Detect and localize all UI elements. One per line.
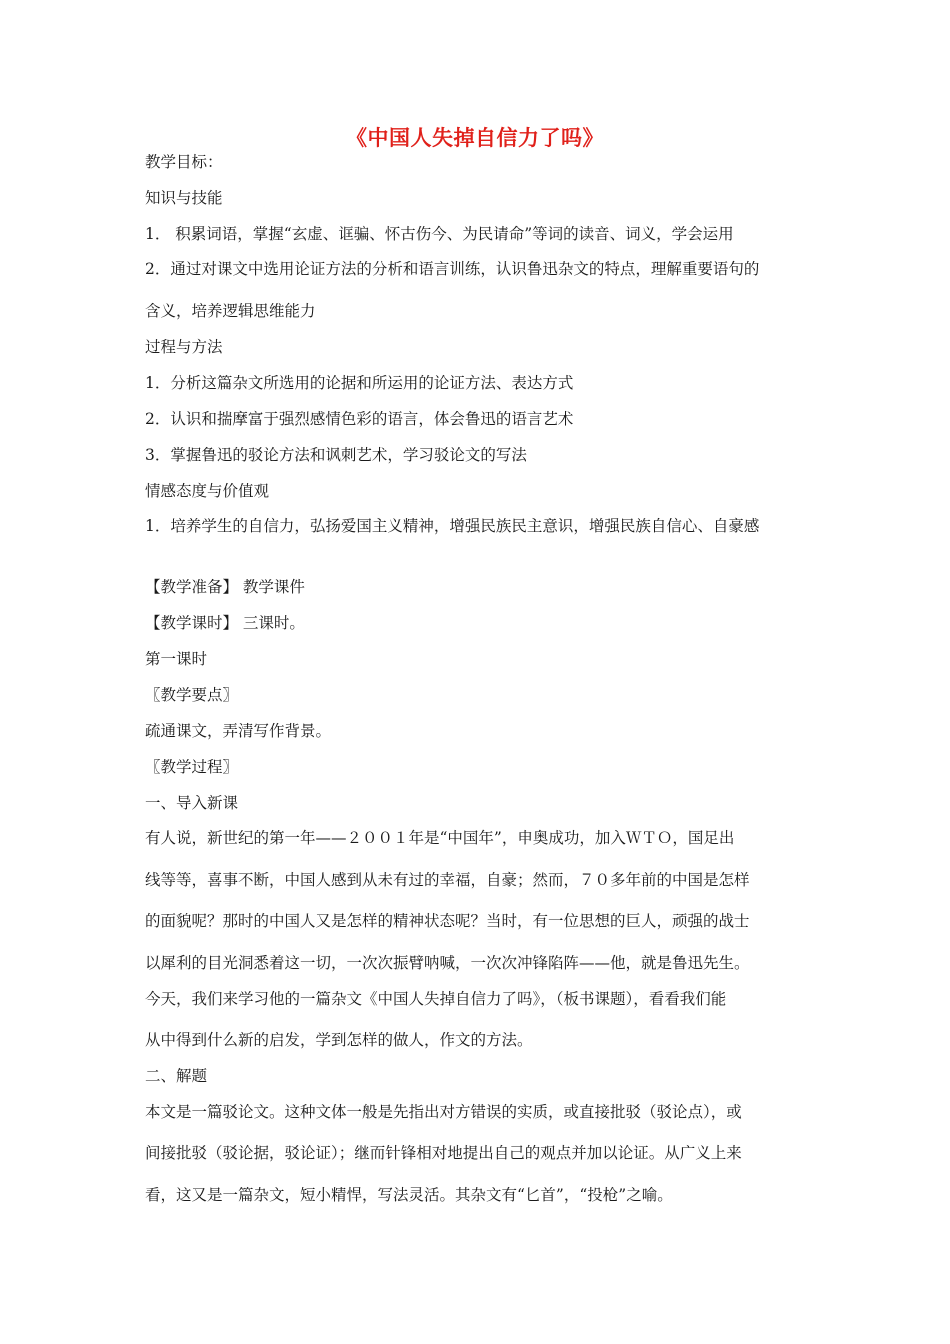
text-line: 过程与方法: [145, 338, 223, 356]
document-title: 《中国人失掉自信力了吗》: [346, 126, 604, 150]
text-line: 〖教学要点〗: [145, 686, 239, 704]
text-line: 有人说，新世纪的第一年——２００１年是“中国年”，申奥成功，加入ＷＴＯ，国足出: [145, 829, 735, 847]
text-line: 1．分析这篇杂文所选用的论据和所运用的论证方法、表达方式: [145, 374, 574, 392]
text-line: 情感态度与价值观: [145, 482, 270, 500]
text-line: 2．通过对课文中选用论证方法的分析和语言训练，认识鲁迅杂文的特点，理解重要语句的: [145, 260, 760, 278]
text-line: 第一课时: [145, 650, 208, 668]
text-line: 1．培养学生的自信力，弘扬爱国主义精神，增强民族民主意识，增强民族自信心、自豪感: [145, 517, 760, 535]
text-line: 间接批驳（驳论据，驳论证）；继而针锋相对地提出自己的观点并加以论证。从广义上来: [145, 1144, 742, 1162]
text-line: 看，这又是一篇杂文，短小精悍，写法灵活。其杂文有“匕首”，“投枪”之喻。: [145, 1186, 673, 1204]
text-line: 从中得到什么新的启发，学到怎样的做人，作文的方法。: [145, 1031, 533, 1049]
text-line: 教学目标：: [145, 153, 223, 171]
text-line: 〖教学过程〗: [145, 758, 239, 776]
text-line: 以犀利的目光洞悉着这一切，一次次振臂呐喊，一次次冲锋陷阵——他，就是鲁迅先生。: [145, 954, 750, 972]
text-line: 含义，培养逻辑思维能力: [145, 302, 316, 320]
text-line: 知识与技能: [145, 189, 223, 207]
text-line: 3．掌握鲁迅的驳论方法和讽刺艺术，学习驳论文的写法: [145, 446, 527, 464]
text-line: 1． 积累词语，掌握“玄虚、诓骗、怀古伤今、为民请命”等词的读音、词义，学会运用: [145, 225, 734, 243]
text-line: 一、导入新课: [145, 794, 239, 812]
text-line: 【教学准备】 教学课件: [145, 578, 305, 596]
text-line: 【教学课时】 三课时。: [145, 614, 305, 632]
text-line: 二、解题: [145, 1067, 208, 1085]
text-line: 的面貌呢？那时的中国人又是怎样的精神状态呢？当时，有一位思想的巨人，顽强的战士: [145, 912, 750, 930]
text-line: 今天，我们来学习他的一篇杂文《中国人失掉自信力了吗》，（板书课题），看看我们能: [145, 990, 727, 1008]
text-line: 2．认识和揣摩富于强烈感情色彩的语言，体会鲁迅的语言艺术: [145, 410, 574, 428]
text-line: 本文是一篇驳论文。这种文体一般是先指出对方错误的实质，或直接批驳（驳论点），或: [145, 1103, 742, 1121]
text-line: 疏通课文，弄清写作背景。: [145, 722, 332, 740]
text-line: 线等等，喜事不断，中国人感到从未有过的幸福，自豪；然而，７０多年前的中国是怎样: [145, 871, 750, 889]
